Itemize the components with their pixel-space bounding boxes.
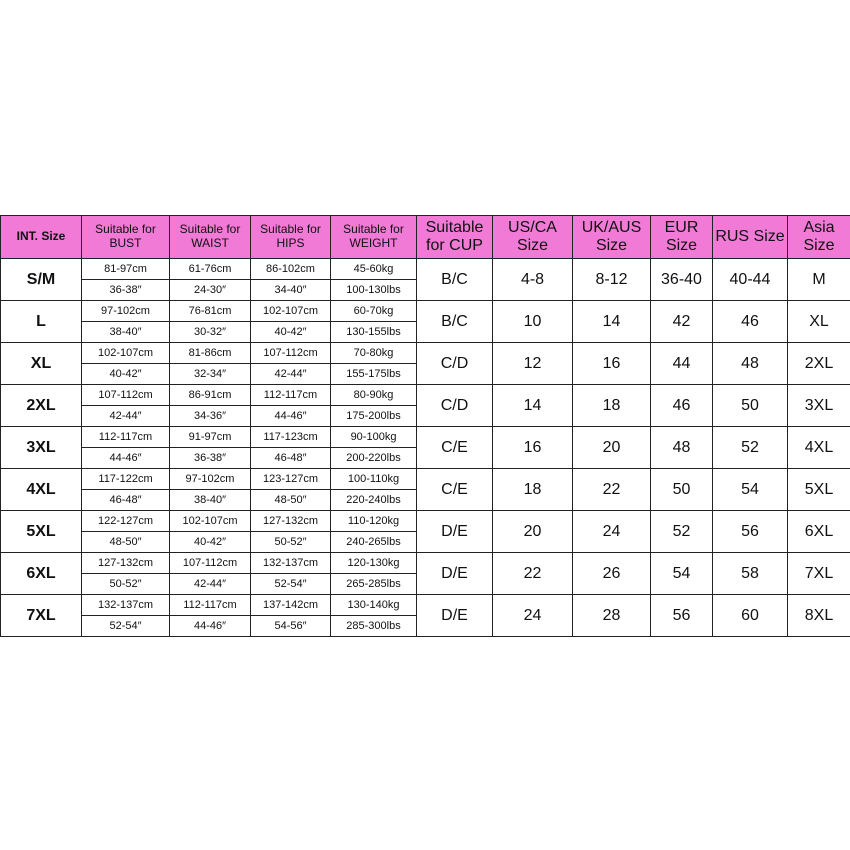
header-int-size: INT. Size [1, 216, 82, 259]
hips-in-cell: 46-48″ [251, 448, 331, 469]
rus-cell: 58 [713, 553, 788, 595]
weight-kg-cell: 45-60kg [331, 259, 417, 280]
weight-lbs-cell: 155-175lbs [331, 364, 417, 385]
weight-lbs-cell: 240-265lbs [331, 532, 417, 553]
int-size-cell: 6XL [1, 553, 82, 595]
rus-cell: 46 [713, 301, 788, 343]
cup-cell: C/D [417, 343, 493, 385]
us-ca-cell: 4-8 [493, 259, 573, 301]
int-size-cell: L [1, 301, 82, 343]
weight-kg-cell: 120-130kg [331, 553, 417, 574]
weight-kg-cell: 80-90kg [331, 385, 417, 406]
size-row-metric [1, 385, 850, 406]
asia-cell: 6XL [788, 511, 850, 553]
bust-in-cell: 36-38″ [82, 280, 170, 301]
size-row-metric [1, 469, 850, 490]
uk-aus-cell: 28 [573, 595, 651, 637]
header-waist: Suitable for WAIST [170, 216, 251, 259]
weight-kg-cell: 90-100kg [331, 427, 417, 448]
uk-aus-cell: 26 [573, 553, 651, 595]
rus-cell: 54 [713, 469, 788, 511]
waist-cm-cell: 81-86cm [170, 343, 251, 364]
header-bust: Suitable for BUST [82, 216, 170, 259]
bust-in-cell: 44-46″ [82, 448, 170, 469]
waist-in-cell: 32-34″ [170, 364, 251, 385]
us-ca-cell: 16 [493, 427, 573, 469]
weight-kg-cell: 130-140kg [331, 595, 417, 616]
eur-cell: 54 [651, 553, 713, 595]
waist-in-cell: 42-44″ [170, 574, 251, 595]
size-chart-table [0, 215, 850, 637]
int-size-cell: 2XL [1, 385, 82, 427]
rus-cell: 60 [713, 595, 788, 637]
hips-in-cell: 40-42″ [251, 322, 331, 343]
eur-cell: 36-40 [651, 259, 713, 301]
int-size-cell: XL [1, 343, 82, 385]
rus-cell: 40-44 [713, 259, 788, 301]
bust-cm-cell: 112-117cm [82, 427, 170, 448]
cup-cell: D/E [417, 511, 493, 553]
hips-cm-cell: 86-102cm [251, 259, 331, 280]
hips-in-cell: 52-54″ [251, 574, 331, 595]
waist-cm-cell: 61-76cm [170, 259, 251, 280]
bust-cm-cell: 102-107cm [82, 343, 170, 364]
waist-in-cell: 38-40″ [170, 490, 251, 511]
asia-cell: 3XL [788, 385, 850, 427]
rus-cell: 50 [713, 385, 788, 427]
header-row [1, 216, 850, 259]
waist-cm-cell: 112-117cm [170, 595, 251, 616]
hips-cm-cell: 102-107cm [251, 301, 331, 322]
asia-cell: 5XL [788, 469, 850, 511]
asia-cell: M [788, 259, 850, 301]
cup-cell: D/E [417, 595, 493, 637]
rus-cell: 48 [713, 343, 788, 385]
hips-cm-cell: 117-123cm [251, 427, 331, 448]
int-size-cell: S/M [1, 259, 82, 301]
weight-lbs-cell: 200-220lbs [331, 448, 417, 469]
eur-cell: 46 [651, 385, 713, 427]
bust-in-cell: 52-54″ [82, 616, 170, 637]
weight-lbs-cell: 220-240lbs [331, 490, 417, 511]
bust-in-cell: 40-42″ [82, 364, 170, 385]
bust-cm-cell: 97-102cm [82, 301, 170, 322]
asia-cell: 8XL [788, 595, 850, 637]
size-row-metric [1, 343, 850, 364]
weight-kg-cell: 70-80kg [331, 343, 417, 364]
waist-cm-cell: 102-107cm [170, 511, 251, 532]
uk-aus-cell: 20 [573, 427, 651, 469]
us-ca-cell: 12 [493, 343, 573, 385]
asia-cell: 4XL [788, 427, 850, 469]
header-weight: Suitable for WEIGHT [331, 216, 417, 259]
waist-in-cell: 40-42″ [170, 532, 251, 553]
size-row-metric [1, 259, 850, 280]
header-hips: Suitable for HIPS [251, 216, 331, 259]
us-ca-cell: 18 [493, 469, 573, 511]
uk-aus-cell: 18 [573, 385, 651, 427]
size-row-metric [1, 553, 850, 574]
waist-in-cell: 30-32″ [170, 322, 251, 343]
waist-cm-cell: 76-81cm [170, 301, 251, 322]
rus-cell: 56 [713, 511, 788, 553]
header-rus: RUS Size [713, 216, 788, 259]
bust-cm-cell: 132-137cm [82, 595, 170, 616]
hips-in-cell: 50-52″ [251, 532, 331, 553]
waist-in-cell: 36-38″ [170, 448, 251, 469]
weight-lbs-cell: 265-285lbs [331, 574, 417, 595]
bust-in-cell: 46-48″ [82, 490, 170, 511]
us-ca-cell: 24 [493, 595, 573, 637]
weight-kg-cell: 60-70kg [331, 301, 417, 322]
int-size-cell: 5XL [1, 511, 82, 553]
bust-cm-cell: 122-127cm [82, 511, 170, 532]
hips-cm-cell: 107-112cm [251, 343, 331, 364]
eur-cell: 56 [651, 595, 713, 637]
us-ca-cell: 22 [493, 553, 573, 595]
header-uk-aus: UK/AUS Size [573, 216, 651, 259]
weight-kg-cell: 100-110kg [331, 469, 417, 490]
weight-kg-cell: 110-120kg [331, 511, 417, 532]
waist-in-cell: 24-30″ [170, 280, 251, 301]
us-ca-cell: 10 [493, 301, 573, 343]
eur-cell: 44 [651, 343, 713, 385]
size-row-metric [1, 301, 850, 322]
weight-lbs-cell: 100-130lbs [331, 280, 417, 301]
weight-lbs-cell: 130-155lbs [331, 322, 417, 343]
uk-aus-cell: 14 [573, 301, 651, 343]
hips-in-cell: 48-50″ [251, 490, 331, 511]
hips-in-cell: 42-44″ [251, 364, 331, 385]
header-us-ca: US/CA Size [493, 216, 573, 259]
hips-cm-cell: 137-142cm [251, 595, 331, 616]
cup-cell: D/E [417, 553, 493, 595]
bust-cm-cell: 127-132cm [82, 553, 170, 574]
bust-in-cell: 42-44″ [82, 406, 170, 427]
header-eur: EUR Size [651, 216, 713, 259]
hips-cm-cell: 132-137cm [251, 553, 331, 574]
cup-cell: B/C [417, 259, 493, 301]
us-ca-cell: 14 [493, 385, 573, 427]
waist-cm-cell: 107-112cm [170, 553, 251, 574]
hips-cm-cell: 123-127cm [251, 469, 331, 490]
header-cup: Suitable for CUP [417, 216, 493, 259]
cup-cell: C/D [417, 385, 493, 427]
uk-aus-cell: 16 [573, 343, 651, 385]
waist-cm-cell: 97-102cm [170, 469, 251, 490]
int-size-cell: 3XL [1, 427, 82, 469]
uk-aus-cell: 8-12 [573, 259, 651, 301]
waist-cm-cell: 86-91cm [170, 385, 251, 406]
bust-in-cell: 48-50″ [82, 532, 170, 553]
hips-cm-cell: 127-132cm [251, 511, 331, 532]
bust-in-cell: 50-52″ [82, 574, 170, 595]
waist-cm-cell: 91-97cm [170, 427, 251, 448]
size-row-metric [1, 511, 850, 532]
cup-cell: B/C [417, 301, 493, 343]
bust-cm-cell: 107-112cm [82, 385, 170, 406]
rus-cell: 52 [713, 427, 788, 469]
size-row-metric [1, 595, 850, 616]
weight-lbs-cell: 175-200lbs [331, 406, 417, 427]
hips-cm-cell: 112-117cm [251, 385, 331, 406]
cup-cell: C/E [417, 469, 493, 511]
hips-in-cell: 44-46″ [251, 406, 331, 427]
bust-in-cell: 38-40″ [82, 322, 170, 343]
int-size-cell: 4XL [1, 469, 82, 511]
eur-cell: 50 [651, 469, 713, 511]
hips-in-cell: 54-56″ [251, 616, 331, 637]
eur-cell: 52 [651, 511, 713, 553]
header-asia: Asia Size [788, 216, 850, 259]
us-ca-cell: 20 [493, 511, 573, 553]
bust-cm-cell: 117-122cm [82, 469, 170, 490]
hips-in-cell: 34-40″ [251, 280, 331, 301]
asia-cell: XL [788, 301, 850, 343]
waist-in-cell: 34-36″ [170, 406, 251, 427]
size-row-metric [1, 427, 850, 448]
eur-cell: 42 [651, 301, 713, 343]
bust-cm-cell: 81-97cm [82, 259, 170, 280]
int-size-cell: 7XL [1, 595, 82, 637]
waist-in-cell: 44-46″ [170, 616, 251, 637]
eur-cell: 48 [651, 427, 713, 469]
cup-cell: C/E [417, 427, 493, 469]
weight-lbs-cell: 285-300lbs [331, 616, 417, 637]
asia-cell: 7XL [788, 553, 850, 595]
uk-aus-cell: 24 [573, 511, 651, 553]
asia-cell: 2XL [788, 343, 850, 385]
uk-aus-cell: 22 [573, 469, 651, 511]
